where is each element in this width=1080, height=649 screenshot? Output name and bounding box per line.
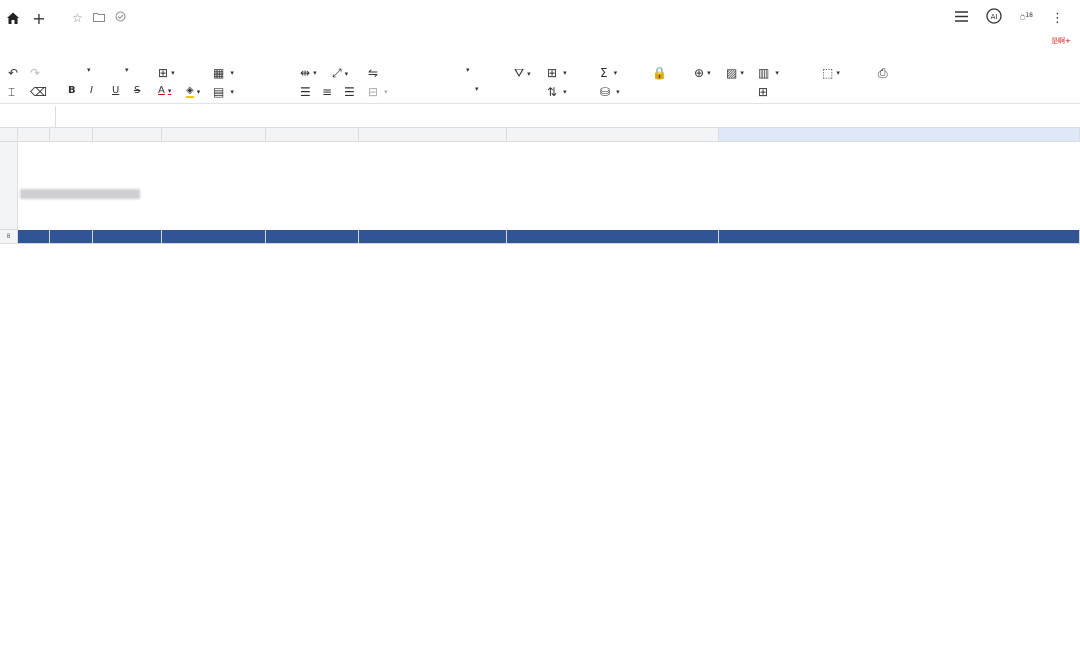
column-header-a[interactable]	[18, 128, 50, 142]
folder-icon[interactable]	[93, 11, 105, 25]
cell-reference[interactable]	[0, 106, 56, 127]
column-header-g[interactable]	[507, 128, 719, 142]
column-header-h[interactable]	[719, 128, 1080, 142]
font-color-button[interactable]: A ▾	[158, 85, 172, 96]
header-ot-detail	[719, 230, 1080, 244]
header-bad	[359, 230, 507, 244]
menu-bar	[0, 36, 1080, 58]
header-color	[18, 230, 50, 244]
spreadsheet-grid[interactable]	[0, 128, 1080, 649]
quick-tools-icon[interactable]: ⬚ ▾	[822, 66, 840, 80]
row-header-8[interactable]: 8	[0, 230, 18, 244]
eraser-icon[interactable]: ⌫	[30, 85, 47, 99]
cloud-save-icon	[115, 11, 126, 25]
row-header-notes[interactable]	[0, 142, 18, 230]
lock-icon[interactable]: 🔒	[652, 66, 667, 80]
hamburger-menu-icon[interactable]	[955, 11, 968, 26]
sort-button[interactable]: ⇅ ▾	[547, 85, 567, 99]
star-icon[interactable]: ☆	[72, 11, 83, 25]
bold-button[interactable]: B	[68, 85, 76, 96]
title-bar	[0, 0, 1080, 36]
svg-text:AI: AI	[990, 13, 998, 21]
freeze-button[interactable]: ⊞ ▾	[547, 66, 567, 80]
table-style-button[interactable]: ▦ ▾	[213, 66, 234, 80]
header-dept	[93, 230, 162, 244]
header-region	[50, 230, 93, 244]
image-icon[interactable]: ▨ ▾	[726, 66, 744, 80]
header-eval	[162, 230, 266, 244]
fill-color-icon[interactable]: ◈ ▾	[186, 85, 201, 96]
note-line-3	[20, 188, 140, 199]
column-header-c[interactable]	[93, 128, 162, 142]
column-header-f[interactable]	[359, 128, 507, 142]
print-icon[interactable]: ⎙	[878, 66, 888, 80]
undo-icon[interactable]: ↶	[8, 66, 19, 80]
redacted-block	[20, 189, 140, 199]
column-header-e[interactable]	[266, 128, 359, 142]
home-icon[interactable]	[4, 9, 22, 27]
select-all-corner[interactable]	[0, 128, 18, 142]
header-good	[266, 230, 359, 244]
align-vertical-icon[interactable]: ⇹ ▾	[300, 66, 317, 80]
redo-icon[interactable]: ↷	[30, 66, 41, 80]
pivot-button[interactable]: ⊞	[758, 85, 769, 99]
new-tab-icon[interactable]: +	[32, 8, 46, 28]
align-center-icon[interactable]: ≡	[322, 85, 333, 99]
align-left-icon[interactable]: ☰	[300, 85, 311, 99]
sum-button[interactable]: Σ ▾	[600, 66, 618, 80]
merge-button[interactable]: ⊟ ▾	[368, 85, 388, 99]
cond-format-button[interactable]: ▤ ▾	[213, 85, 234, 99]
align-right-icon[interactable]: ☰	[344, 85, 355, 99]
more-icon[interactable]: ⋮	[1051, 10, 1064, 26]
wrap-button[interactable]: ⇋	[368, 66, 379, 80]
underline-button[interactable]: U	[112, 85, 120, 96]
ai-icon[interactable]	[986, 8, 1002, 28]
column-header-b[interactable]	[50, 128, 93, 142]
chart-button[interactable]: ▥ ▾	[758, 66, 779, 80]
italic-button[interactable]: I	[90, 85, 93, 96]
header-overtime	[507, 230, 719, 244]
formula-bar	[0, 106, 1080, 128]
font-size-select[interactable]: ▾	[125, 66, 129, 74]
font-name-select[interactable]: ▾	[87, 66, 91, 74]
filter-icon[interactable]: ⛛ ▾	[514, 66, 531, 80]
text-rotate-icon[interactable]: ⤢ ▾	[332, 66, 349, 80]
column-header-d[interactable]	[162, 128, 266, 142]
format-painter-icon[interactable]: ⌶	[8, 85, 16, 99]
toolbar	[0, 60, 1080, 104]
strikethrough-button[interactable]: S	[134, 85, 141, 96]
notification-icon[interactable]: ⍥$^{18}$	[1019, 12, 1033, 24]
avatar[interactable]: 是啊+	[1051, 37, 1071, 45]
insert-icon[interactable]: ⊕ ▾	[694, 66, 711, 80]
decimal-button[interactable]: ▾	[475, 85, 479, 93]
number-format-select[interactable]: ▾	[466, 66, 470, 74]
data-button[interactable]: ⛁ ▾	[600, 85, 620, 99]
border-icon[interactable]: ⊞ ▾	[158, 66, 175, 80]
